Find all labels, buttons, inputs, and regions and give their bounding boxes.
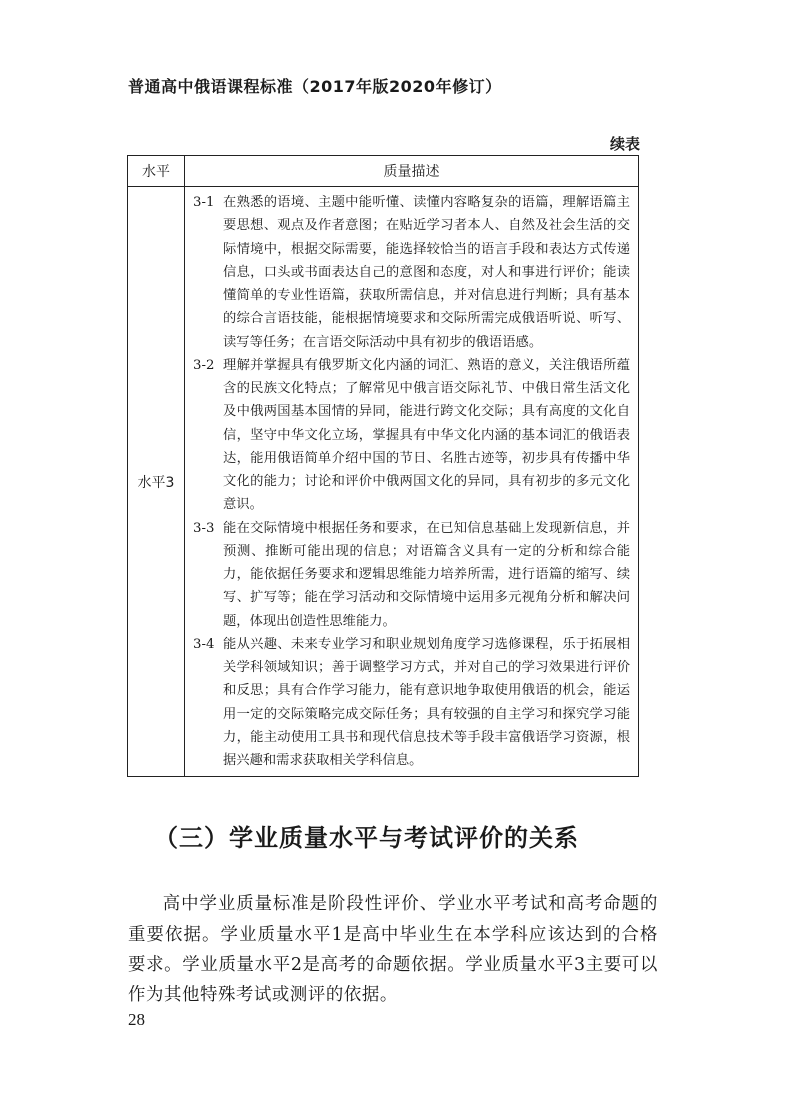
description-item xyxy=(193,517,630,633)
column-header-level: 水平 xyxy=(128,156,185,187)
description-item xyxy=(193,633,630,773)
body-paragraph: 高中学业质量标准是阶段性评价、学业水平考试和高考命题的重要依据。学业质量水平1是高中毕业生在本学科应该达到的合格要求。学业质量水平2是高考的命题依据。学业质量水平3主要可以作为其他特殊考试或测评的依据。 xyxy=(128,894,658,1005)
item-number: 3-3 xyxy=(193,520,215,536)
item-text: 在熟悉的语境、主题中能听懂、读懂内容略复杂的语篇，理解语篇主要思想、观点及作者意图；在贴近学习者本人、自然及社会生活的交际情境中，根据交际需要，能选择较恰当的语言手段和表达方式传递信息，口头或书面表达自己的意图和态度，对人和事进行评价；能读懂简单的专业性语篇，获取所需信息，并对信息进行判断；具有基本的综合言语技能，能根据情境要求和交际所需完成俄语听说、听写、读写等任务；在言语交际活动中具有初步的俄语语感。 xyxy=(223,195,630,350)
column-header-description: 质量描述 xyxy=(185,156,639,187)
running-header: 普通高中俄语课程标准（2017年版2020年修订） xyxy=(128,77,502,96)
quality-description-table xyxy=(127,155,639,777)
description-item xyxy=(193,354,630,517)
section-heading: （三）学业质量水平与考试评价的关系 xyxy=(154,824,579,852)
level-cell: 水平3 xyxy=(128,187,185,777)
item-number: 3-1 xyxy=(193,195,215,210)
table-header-row xyxy=(128,156,639,187)
description-cell xyxy=(185,187,639,777)
item-text: 能从兴趣、未来专业学习和职业规划角度学习选修课程，乐于拓展相关学科领域知识；善于调整学习方式，并对自己的学习效果进行评价和反思；具有合作学习能力，能有意识地争取使用俄语的机会，能运用一定的交际策略完成交际任务；具有较强的自主学习和探究学习能力，能主动使用工具书和现代信息技术等手段丰富俄语学习资源，根据兴趣和需求获取相关学科信息。 xyxy=(223,636,630,768)
item-text: 理解并掌握具有俄罗斯文化内涵的词汇、熟语的意义，关注俄语所蕴含的民族文化特点；了解常见中俄言语交际礼节、中俄日常生活文化及中俄两国基本国情的异同，能进行跨文化交际；具有高度的文化自信，坚守中华文化立场，掌握具有中华文化内涵的基本词汇的俄语表达，能用俄语简单介绍中国的节日、名胜古迹等，初步具有传播中华文化的能力；讨论和评价中俄两国文化的异同，具有初步的多元文化意识。 xyxy=(223,357,630,513)
item-text: 能在交际情境中根据任务和要求，在已知信息基础上发现新信息，并预测、推断可能出现的信息；对语篇含义具有一定的分析和综合能力，能依据任务要求和逻辑思维能力培养所需，进行语篇的缩写、续写、扩写等；能在学习活动和交际情境中运用多元视角分析和解决问题，体现出创造性思维能力。 xyxy=(223,520,630,629)
continued-label: 续表 xyxy=(609,135,640,153)
page-number: 28 xyxy=(128,1010,145,1029)
table-row xyxy=(128,187,639,777)
item-number: 3-4 xyxy=(193,636,215,652)
item-number: 3-2 xyxy=(193,357,215,373)
description-item xyxy=(193,191,630,354)
